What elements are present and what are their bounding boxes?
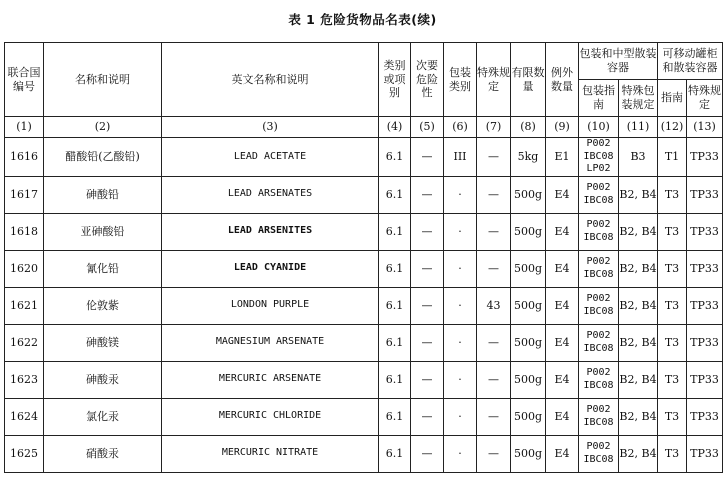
packing-instruction-code: IBC08 [583, 305, 614, 317]
packing-group-cell: · [444, 213, 477, 250]
excepted-quantity-cell: E4 [546, 176, 579, 213]
packing-instruction-cell [579, 213, 619, 250]
packing-instruction-code: LP02 [586, 163, 611, 174]
column-number: (1) [5, 117, 44, 138]
limited-quantity-cell: 500g [511, 324, 546, 361]
subsidiary-risk-cell: — [411, 213, 444, 250]
packing-instruction-cell [579, 398, 619, 435]
special-provision-cell: — [477, 435, 511, 472]
excepted-quantity-cell: E4 [546, 250, 579, 287]
header-packing-group: 包装类别 [444, 43, 477, 117]
packing-instruction-code: P002 [586, 293, 611, 304]
tank-instruction-cell: T3 [658, 287, 687, 324]
packing-instruction-code: P002 [586, 219, 611, 230]
packing-instruction-code: P002 [586, 256, 611, 267]
english-name-cell: LONDON PURPLE [162, 287, 379, 324]
table-body [5, 138, 723, 473]
limited-quantity-cell: 500g [511, 361, 546, 398]
excepted-quantity-cell: E4 [546, 435, 579, 472]
un-number-cell: 1624 [5, 398, 44, 435]
packing-group-cell: · [444, 324, 477, 361]
header-limited-quantity: 有限数量 [511, 43, 546, 117]
packing-instruction-code: P002 [586, 138, 611, 149]
table-row [5, 138, 723, 177]
un-number-cell: 1618 [5, 213, 44, 250]
excepted-quantity-cell: E1 [546, 138, 579, 177]
special-packing-cell: B2, B4 [619, 398, 658, 435]
packing-group-cell: · [444, 361, 477, 398]
column-number: (7) [477, 117, 511, 138]
tank-special-cell: TP33 [687, 138, 723, 177]
class-cell: 6.1 [379, 213, 411, 250]
header-packing-instructions: 包装指南 [579, 80, 619, 117]
packing-instruction-code: IBC08 [583, 268, 614, 280]
un-number-cell: 1621 [5, 287, 44, 324]
special-packing-cell: B2, B4 [619, 176, 658, 213]
special-packing-cell: B2, B4 [619, 361, 658, 398]
header-name-en: 英文名称和说明 [162, 43, 379, 117]
english-name-cell: LEAD ACETATE [162, 138, 379, 177]
packing-instruction-cell [579, 324, 619, 361]
class-cell: 6.1 [379, 435, 411, 472]
header-special-provisions: 特殊规定 [477, 43, 511, 117]
un-number-cell: 1622 [5, 324, 44, 361]
limited-quantity-cell: 500g [511, 287, 546, 324]
header-class: 类别或项别 [379, 43, 411, 117]
dangerous-goods-table [4, 42, 723, 473]
header-excepted-quantity: 例外数量 [546, 43, 579, 117]
chinese-name-cell: 砷酸汞 [44, 361, 162, 398]
chinese-name-cell: 硝酸汞 [44, 435, 162, 472]
english-name-cell: MERCURIC CHLORIDE [162, 398, 379, 435]
packing-instruction-code: P002 [586, 441, 611, 452]
subsidiary-risk-cell: — [411, 324, 444, 361]
class-cell: 6.1 [379, 250, 411, 287]
excepted-quantity-cell: E4 [546, 213, 579, 250]
subsidiary-risk-cell: — [411, 398, 444, 435]
subsidiary-risk-cell: — [411, 361, 444, 398]
special-provision-cell: — [477, 324, 511, 361]
subsidiary-risk-cell: — [411, 287, 444, 324]
packing-instruction-cell [579, 138, 619, 177]
limited-quantity-cell: 5kg [511, 138, 546, 177]
tank-special-cell: TP33 [687, 250, 723, 287]
packing-instruction-cell [579, 435, 619, 472]
un-number-cell: 1616 [5, 138, 44, 177]
column-number: (2) [44, 117, 162, 138]
header-tanks-bulk: 可移动罐柜和散装容器 [658, 43, 723, 80]
english-name-cell: LEAD ARSENATES [162, 176, 379, 213]
packing-instruction-code: P002 [586, 404, 611, 415]
column-number: (12) [658, 117, 687, 138]
packing-instruction-code: IBC08 [583, 416, 614, 428]
limited-quantity-cell: 500g [511, 213, 546, 250]
column-number: (5) [411, 117, 444, 138]
chinese-name-cell: 伦敦紫 [44, 287, 162, 324]
limited-quantity-cell: 500g [511, 176, 546, 213]
column-number: (9) [546, 117, 579, 138]
english-name-cell: MERCURIC NITRATE [162, 435, 379, 472]
table-row [5, 213, 723, 250]
tank-instruction-cell: T3 [658, 176, 687, 213]
special-packing-cell: B2, B4 [619, 435, 658, 472]
packing-instruction-code: P002 [586, 182, 611, 193]
english-name-cell: MERCURIC ARSENATE [162, 361, 379, 398]
limited-quantity-cell: 500g [511, 250, 546, 287]
tank-instruction-cell: T3 [658, 250, 687, 287]
tank-special-cell: TP33 [687, 361, 723, 398]
class-cell: 6.1 [379, 287, 411, 324]
column-number: (6) [444, 117, 477, 138]
packing-instruction-code: IBC08 [583, 150, 614, 162]
tank-special-cell: TP33 [687, 324, 723, 361]
class-cell: 6.1 [379, 361, 411, 398]
packing-instruction-cell [579, 287, 619, 324]
table-row [5, 287, 723, 324]
packing-instruction-cell [579, 361, 619, 398]
packing-instruction-cell [579, 176, 619, 213]
chinese-name-cell: 砷酸铅 [44, 176, 162, 213]
special-provision-cell: — [477, 250, 511, 287]
english-name-cell: LEAD ARSENITES [162, 213, 379, 250]
chinese-name-cell: 氰化铅 [44, 250, 162, 287]
header-un-no: 联合国编号 [5, 43, 44, 117]
special-packing-cell: B2, B4 [619, 250, 658, 287]
subsidiary-risk-cell: — [411, 138, 444, 177]
english-name-cell: MAGNESIUM ARSENATE [162, 324, 379, 361]
special-provision-cell: — [477, 213, 511, 250]
table-row [5, 398, 723, 435]
tank-instruction-cell: T3 [658, 435, 687, 472]
class-cell: 6.1 [379, 176, 411, 213]
column-number: (11) [619, 117, 658, 138]
column-number: (4) [379, 117, 411, 138]
packing-instruction-code: P002 [586, 367, 611, 378]
special-provision-cell: — [477, 398, 511, 435]
packing-group-cell: · [444, 398, 477, 435]
subsidiary-risk-cell: — [411, 435, 444, 472]
limited-quantity-cell: 500g [511, 398, 546, 435]
chinese-name-cell: 亚砷酸铅 [44, 213, 162, 250]
special-provision-cell: — [477, 361, 511, 398]
table-row [5, 435, 723, 472]
packing-group-cell: · [444, 176, 477, 213]
header-subsidiary-risk: 次要危险性 [411, 43, 444, 117]
tank-special-cell: TP33 [687, 176, 723, 213]
packing-instruction-code: IBC08 [583, 342, 614, 354]
special-packing-cell: B2, B4 [619, 287, 658, 324]
class-cell: 6.1 [379, 398, 411, 435]
packing-instruction-code: IBC08 [583, 194, 614, 206]
excepted-quantity-cell: E4 [546, 398, 579, 435]
column-number: (3) [162, 117, 379, 138]
class-cell: 6.1 [379, 138, 411, 177]
packing-group-cell: · [444, 287, 477, 324]
un-number-cell: 1620 [5, 250, 44, 287]
special-packing-cell: B3 [619, 138, 658, 177]
un-number-cell: 1617 [5, 176, 44, 213]
special-provision-cell: — [477, 138, 511, 177]
subsidiary-risk-cell: — [411, 176, 444, 213]
packing-group-cell: · [444, 435, 477, 472]
packing-instruction-cell [579, 250, 619, 287]
tank-special-cell: TP33 [687, 398, 723, 435]
tank-instruction-cell: T3 [658, 361, 687, 398]
un-number-cell: 1623 [5, 361, 44, 398]
column-number-row [5, 117, 723, 138]
special-provision-cell: 43 [477, 287, 511, 324]
header-name-cn: 名称和说明 [44, 43, 162, 117]
packing-instruction-code: IBC08 [583, 379, 614, 391]
column-number: (13) [687, 117, 723, 138]
column-number: (10) [579, 117, 619, 138]
tank-special-cell: TP33 [687, 435, 723, 472]
packing-group-cell: · [444, 250, 477, 287]
excepted-quantity-cell: E4 [546, 361, 579, 398]
table-row [5, 361, 723, 398]
special-provision-cell: — [477, 176, 511, 213]
class-cell: 6.1 [379, 324, 411, 361]
table-title: 表 1 危险货物品名表(续) [288, 12, 437, 27]
tank-instruction-cell: T3 [658, 324, 687, 361]
chinese-name-cell: 氯化汞 [44, 398, 162, 435]
table-row [5, 324, 723, 361]
header-tank-instructions: 指南 [658, 80, 687, 117]
un-number-cell: 1625 [5, 435, 44, 472]
packing-instruction-code: IBC08 [583, 231, 614, 243]
excepted-quantity-cell: E4 [546, 324, 579, 361]
tank-instruction-cell: T3 [658, 213, 687, 250]
excepted-quantity-cell: E4 [546, 287, 579, 324]
chinese-name-cell: 醋酸铅(乙酸铅) [44, 138, 162, 177]
table-row [5, 250, 723, 287]
chinese-name-cell: 砷酸镁 [44, 324, 162, 361]
tank-special-cell: TP33 [687, 287, 723, 324]
packing-instruction-code: P002 [586, 330, 611, 341]
english-name-cell: LEAD CYANIDE [162, 250, 379, 287]
tank-instruction-cell: T3 [658, 398, 687, 435]
subsidiary-risk-cell: — [411, 250, 444, 287]
header-special-packing: 特殊包装规定 [619, 80, 658, 117]
header-tank-special: 特殊规定 [687, 80, 723, 117]
header-packaging-ibc: 包装和中型散装容器 [579, 43, 658, 80]
tank-special-cell: TP33 [687, 213, 723, 250]
special-packing-cell: B2, B4 [619, 324, 658, 361]
table-row [5, 176, 723, 213]
packing-group-cell: III [444, 138, 477, 177]
limited-quantity-cell: 500g [511, 435, 546, 472]
column-number: (8) [511, 117, 546, 138]
tank-instruction-cell: T1 [658, 138, 687, 177]
special-packing-cell: B2, B4 [619, 213, 658, 250]
packing-instruction-code: IBC08 [583, 453, 614, 465]
